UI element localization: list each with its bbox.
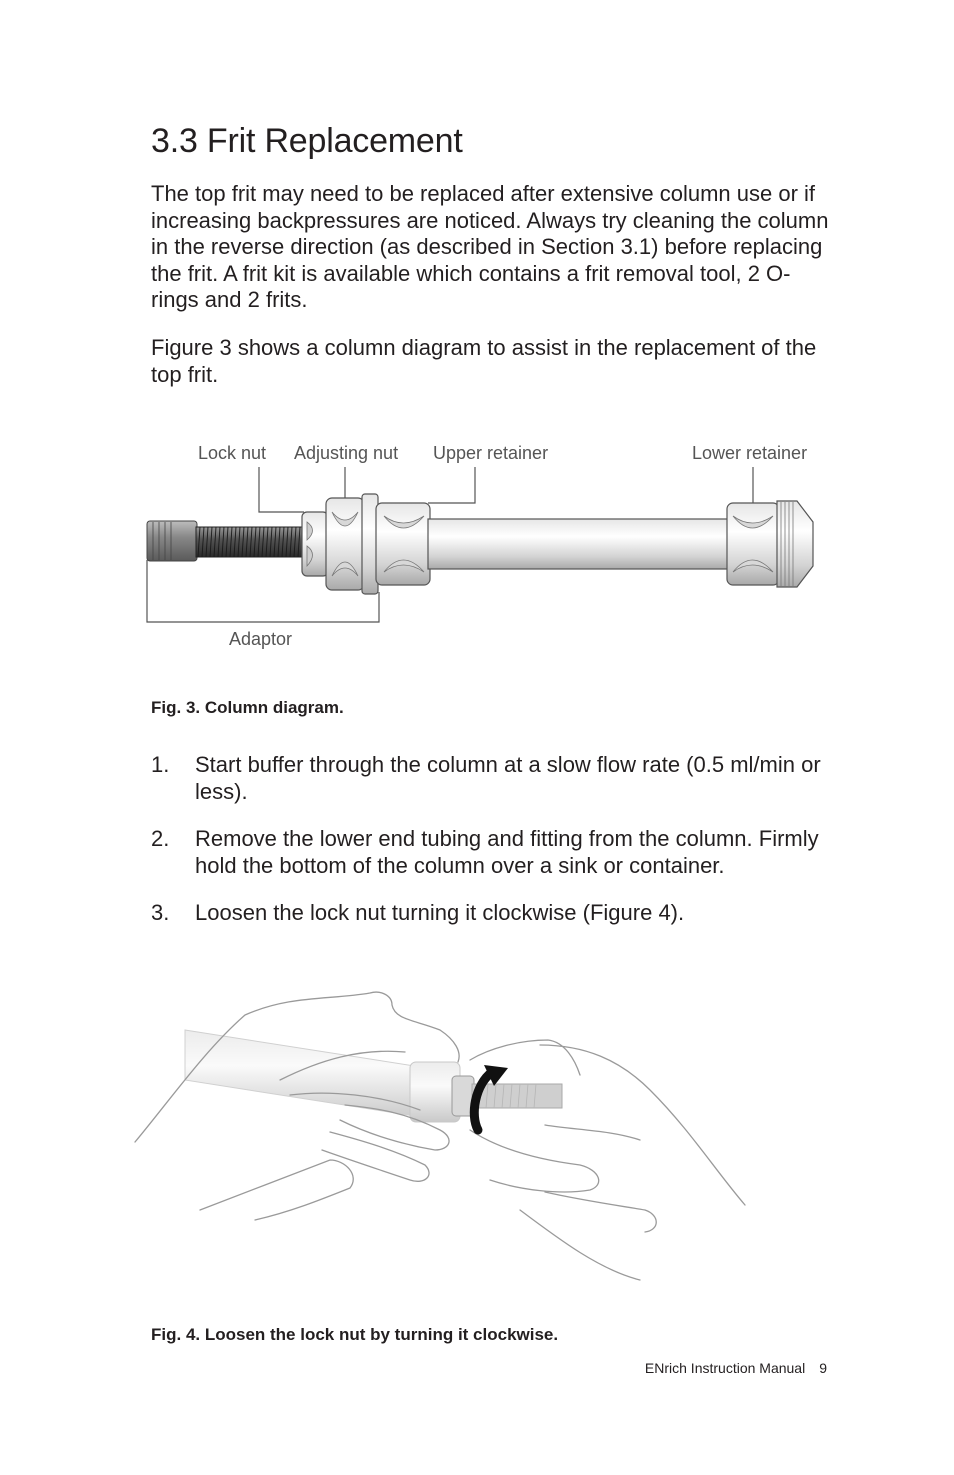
arrow-head — [484, 1065, 508, 1086]
upper-retainer — [376, 503, 430, 585]
step-text: Remove the lower end tubing and fitting from the column. Firmly hold the bottom of the column over a sink or container. — [195, 826, 819, 878]
step-text: Loosen the lock nut turning it clockwise (Figure 4). — [195, 900, 685, 925]
adaptor-label: Adaptor — [229, 629, 293, 649]
list-item — [151, 752, 831, 805]
lock-nut-label: Lock nut — [198, 443, 267, 463]
step-number: 2. — [151, 826, 170, 851]
manual-title: ENrich Instruction Manual — [644, 1360, 806, 1376]
procedure-steps — [151, 752, 831, 948]
adjusting-nut — [326, 498, 364, 590]
list-item — [151, 900, 831, 927]
figure-reference-paragraph: Figure 3 shows a column diagram to assist in the replacement of the top frit. — [151, 335, 817, 387]
lock-nut — [302, 512, 328, 576]
lower-retainer — [727, 503, 779, 585]
thread-pattern — [198, 527, 300, 557]
list-item — [151, 826, 831, 879]
adjusting-nut-label: Adjusting nut — [294, 443, 399, 463]
rotation-arrow — [474, 1072, 492, 1130]
step-number: 1. — [151, 752, 170, 777]
figure4-caption: Fig. 4. Loosen the lock nut by turning it clockwise. — [151, 1325, 559, 1344]
column-body — [428, 519, 730, 569]
page-footer — [645, 1360, 827, 1376]
upper-retainer-label: Upper retainer — [433, 443, 549, 463]
step-number: 3. — [151, 900, 170, 925]
figure3-caption: Fig. 3. Column diagram. — [151, 698, 344, 717]
section-title: 3.3 Frit Replacement — [151, 122, 463, 160]
page-number: 9 — [819, 1360, 827, 1376]
lower-retainer-label: Lower retainer — [692, 443, 808, 463]
intro-paragraph: The top frit may need to be replaced after extensive column use or if increasing backpressures are noticed. Always try cleaning the column in the reverse direction (as described in Section 3.1) before replacing the frit. A frit kit is available which contains a frit removal tool, 2 O-rings and 2 frits. — [151, 181, 829, 312]
step-text: Start buffer through the column at a slow flow rate (0.5 ml/min or less). — [195, 752, 821, 804]
